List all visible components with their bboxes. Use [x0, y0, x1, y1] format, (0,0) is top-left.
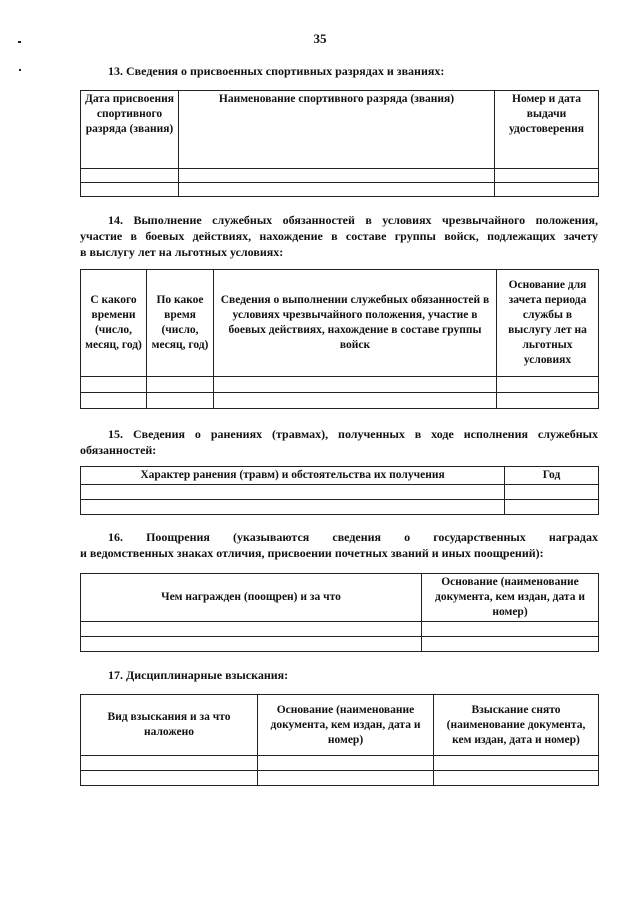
- table-cell[interactable]: [81, 637, 422, 652]
- header-year: Год: [505, 467, 599, 485]
- table-cell[interactable]: [81, 500, 505, 515]
- header-rank-name: Наименование спортивного разряда (звания): [179, 91, 495, 169]
- table-row: [81, 771, 599, 786]
- table-cell[interactable]: [214, 377, 497, 393]
- table-cell[interactable]: [495, 169, 599, 183]
- section-14-title-line3: в выслугу лет на льготных условиях:: [80, 245, 284, 259]
- section-15-title-line2: обязанностей:: [80, 443, 157, 457]
- scan-mark: [18, 41, 21, 43]
- header-penalty-removed: Взыскание снято (наименование документа, кем издан, дата и номер): [434, 695, 599, 756]
- header-penalty-type: Вид взыскания и за что наложено: [81, 695, 258, 756]
- table-row: [81, 183, 599, 197]
- table-cell[interactable]: [81, 485, 505, 500]
- section-14-title-line2: участие в боевых действиях, нахождение в составе группы войск, подлежащих зачету: [80, 229, 598, 243]
- table-cell[interactable]: [81, 183, 179, 197]
- section-16-title-line1: 16. Поощрения (указываются сведения о государственных наградах: [108, 530, 598, 544]
- disciplinary-table: [80, 694, 599, 786]
- section-15-title-line1: 15. Сведения о ранениях (травмах), полученных в ходе исполнения служебных: [108, 427, 598, 441]
- header-service-info: Сведения о выполнении служебных обязанностей в условиях чрезвычайного положения, участие в боевых действиях, нахождение в составе группы войск: [214, 270, 497, 377]
- table-cell[interactable]: [179, 169, 495, 183]
- table-cell[interactable]: [422, 637, 599, 652]
- table-row: [81, 393, 599, 409]
- table-row: [81, 169, 599, 183]
- section-17-title: 17. Дисциплинарные взыскания:: [108, 668, 289, 682]
- table-row: [81, 485, 599, 500]
- table-cell[interactable]: [258, 771, 434, 786]
- header-from-date: С какого времени (число, месяц, год): [81, 270, 147, 377]
- injuries-table: [80, 466, 599, 515]
- table-cell[interactable]: [505, 500, 599, 515]
- section-14-title-line1: 14. Выполнение служебных обязанностей в условиях чрезвычайного положения,: [108, 213, 598, 227]
- section-13-title: 13. Сведения о присвоенных спортивных разрядах и званиях:: [108, 64, 445, 78]
- table-cell[interactable]: [258, 756, 434, 771]
- table-cell[interactable]: [81, 377, 147, 393]
- scan-mark: [19, 69, 21, 71]
- page-number: 35: [313, 31, 327, 46]
- table-row: [81, 637, 599, 652]
- table-row: [81, 500, 599, 515]
- table-cell[interactable]: [497, 377, 599, 393]
- header-award-basis: Основание (наименование документа, кем издан, дата и номер): [422, 574, 599, 622]
- table-cell[interactable]: [81, 756, 258, 771]
- table-cell[interactable]: [179, 183, 495, 197]
- table-cell[interactable]: [81, 771, 258, 786]
- table-cell[interactable]: [81, 393, 147, 409]
- table-row: [81, 756, 599, 771]
- table-cell[interactable]: [81, 622, 422, 637]
- header-to-date: По какое время (число, месяц, год): [147, 270, 214, 377]
- table-cell[interactable]: [81, 169, 179, 183]
- table-cell[interactable]: [495, 183, 599, 197]
- table-row: [81, 622, 599, 637]
- table-row: [81, 377, 599, 393]
- table-cell[interactable]: [434, 756, 599, 771]
- table-cell[interactable]: [147, 393, 214, 409]
- emergency-service-table: [80, 269, 599, 409]
- header-penalty-basis: Основание (наименование документа, кем издан, дата и номер): [258, 695, 434, 756]
- sports-ranks-table: [80, 90, 599, 197]
- header-injury-nature: Характер ранения (травм) и обстоятельства их получения: [81, 467, 505, 485]
- section-16-title-line2: и ведомственных знаках отличия, присвоении почетных званий и иных поощрений):: [80, 546, 544, 560]
- table-cell[interactable]: [505, 485, 599, 500]
- table-cell[interactable]: [147, 377, 214, 393]
- header-rank-date: Дата присвоения спортивного разряда (звания): [81, 91, 179, 169]
- table-cell[interactable]: [214, 393, 497, 409]
- table-cell[interactable]: [497, 393, 599, 409]
- header-basis: Основание для зачета периода службы в выслугу лет на льготных условиях: [497, 270, 599, 377]
- header-certificate: Номер и дата выдачи удостоверения: [495, 91, 599, 169]
- table-cell[interactable]: [422, 622, 599, 637]
- header-award: Чем награжден (поощрен) и за что: [81, 574, 422, 622]
- table-cell[interactable]: [434, 771, 599, 786]
- awards-table: [80, 573, 599, 652]
